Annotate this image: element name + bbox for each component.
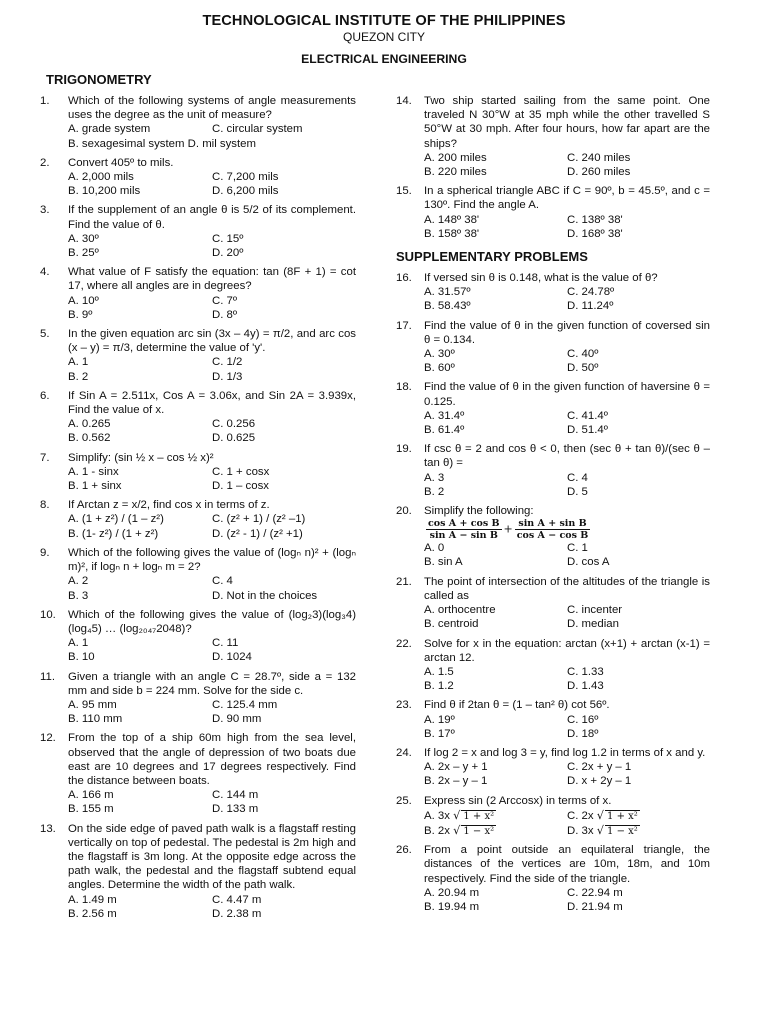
fraction-2-denominator: cos A − cos B (516, 530, 589, 542)
answer-choice: B. centroid (424, 618, 479, 631)
question-text (424, 794, 710, 808)
answer-choice-prefix: D. 3x (567, 824, 597, 837)
question-item (396, 271, 710, 314)
answer-choice: C. (z² + 1) / (z² –1) (212, 513, 306, 526)
question-stem: From a point outside an equilateral triangle, the distances of the vertices are 10m, 18m, and 10m respectively. Find the side of the triangle. (424, 844, 710, 885)
answer-choice: C. incenter (567, 604, 623, 617)
answer-choice: B. 60º (424, 362, 455, 375)
question-item (40, 670, 356, 727)
answer-choice: D. 6,200 mils (212, 185, 279, 198)
fraction-1 (426, 518, 502, 541)
section-heading-supplementary: SUPPLEMENTARY PROBLEMS (396, 249, 588, 265)
answer-choice: D. 90 mm (212, 713, 262, 726)
answer-choice: C. 11 (212, 637, 239, 650)
answer-choice: C. 41.4º (567, 409, 608, 422)
question-item (40, 822, 356, 921)
answer-choices (68, 465, 356, 493)
answer-choice: A. grade system (68, 123, 151, 136)
answer-choice: B. 17º (424, 727, 455, 740)
answer-choice: D. 21.94 m (567, 900, 623, 913)
question-item (396, 319, 710, 376)
answer-choice (567, 823, 710, 838)
question-number: 13. (40, 822, 56, 835)
question-stem: Express sin (2 Arccosx) in terms of x. (424, 794, 612, 807)
question-number: 4. (40, 266, 50, 279)
question-stem: Solve for x in the equation: arctan (x+1) + arctan (x-1) = arctan 12. (424, 637, 710, 664)
question-text (68, 670, 356, 698)
answer-choice-prefix: C. 2x (567, 809, 597, 822)
question-number: 24. (396, 746, 412, 759)
answer-choice: A. 166 m (68, 789, 114, 802)
question-number: 19. (396, 443, 412, 456)
answer-choice: A. 200 miles (424, 151, 487, 164)
question-number: 8. (40, 499, 50, 512)
question-number: 7. (40, 451, 50, 464)
answer-choice: B. 2.56 m (68, 907, 117, 920)
answer-choice: B. 1 + sinx (68, 480, 122, 493)
answer-choice: B. sin A (424, 556, 463, 569)
answer-choice: B. 2 (424, 485, 445, 498)
question-number: 6. (40, 389, 50, 402)
question-text (68, 608, 356, 636)
question-stem: Simplify the following: (424, 505, 534, 518)
question-number: 26. (396, 844, 412, 857)
question-number: 3. (40, 204, 50, 217)
fraction-2 (515, 518, 591, 541)
answer-choices (424, 471, 710, 499)
answer-choice: C. 4.47 m (212, 893, 262, 906)
radicand: 1 − x² (607, 825, 638, 837)
question-number: 15. (396, 185, 412, 198)
plus-sign: + (503, 522, 513, 536)
department-title: ELECTRICAL ENGINEERING (301, 52, 467, 66)
answer-choices (68, 417, 356, 445)
answer-choice: D. 133 m (212, 803, 259, 816)
question-number: 11. (40, 670, 55, 683)
radicand: 1 + x² (607, 810, 638, 822)
question-stem: If log 2 = x and log 3 = y, find log 1.2 in terms of x and y. (424, 746, 706, 759)
answer-choices (424, 541, 710, 569)
answer-choice: A. 31.4º (424, 409, 465, 422)
right-bottom-questions (396, 271, 710, 914)
institute-title: TECHNOLOGICAL INSTITUTE OF THE PHILIPPINES (202, 13, 566, 29)
question-stem: Find the value of θ in the given function of coversed sin θ = 0.134. (424, 319, 710, 346)
question-item (40, 451, 356, 494)
answer-choices (68, 893, 356, 921)
question-item (40, 265, 356, 322)
radical-sign: √ (596, 822, 605, 837)
fraction-1-numerator: cos A + cos B (428, 518, 500, 530)
answer-choice: B. 110 mm (68, 713, 123, 726)
question-text (68, 546, 356, 574)
answer-choice: D. 0.625 (212, 432, 256, 445)
answer-choice: B. 1.2 (424, 680, 454, 693)
answer-choice (567, 808, 710, 823)
answer-choices (424, 285, 710, 313)
question-number: 12. (40, 732, 56, 745)
question-text (424, 637, 710, 665)
answer-choices (424, 213, 710, 241)
right-top-questions (396, 94, 710, 241)
question-item (396, 184, 710, 241)
answer-choice: A. 2 (68, 575, 89, 588)
question-text (424, 271, 710, 285)
question-item (396, 575, 710, 632)
radicand: 1 − x² (463, 825, 495, 837)
question-text (68, 327, 356, 355)
question-item (40, 94, 356, 151)
radical-sign: √ (596, 807, 605, 822)
answer-choice: D. 260 miles (567, 166, 631, 179)
question-stem: Simplify: (sin ½ x – cos ½ x)² (68, 451, 214, 464)
question-stem: Which of the following gives the value of (log₂3)(log₃4) (log₄5) … (log₂₀₄₇2048)? (68, 608, 356, 635)
answer-choice: D. 20º (212, 247, 244, 260)
answer-choice: A. 148º 38' (424, 213, 480, 226)
answer-choice (424, 823, 567, 838)
answer-choice: D. 1/3 (212, 370, 243, 383)
question-text (68, 822, 356, 893)
question-item (396, 380, 710, 437)
answer-choice: D. Not in the choices (212, 589, 318, 602)
answer-choice: B. (1- z²) / (1 + z²) (68, 527, 159, 540)
answer-choice: B. 155 m (68, 803, 114, 816)
answer-choices (424, 409, 710, 437)
answer-choice: B. sexagesimal system D. mil system (68, 137, 256, 150)
answer-choice-prefix: A. 3x (424, 809, 454, 822)
answer-choice: C. 1/2 (212, 356, 243, 369)
answer-choice: A. 1 - sinx (68, 465, 119, 478)
answer-choice: B. 2x – y – 1 (424, 775, 488, 788)
question-text (68, 265, 356, 293)
question-text (68, 94, 356, 122)
question-text (68, 451, 356, 465)
answer-choice: D. 1024 (212, 651, 252, 664)
answer-choice: A. 2x – y + 1 (424, 761, 488, 774)
answer-choice: A. 95 mm (68, 698, 117, 711)
answer-choice: A. 3 (424, 471, 445, 484)
answer-choices (68, 788, 356, 816)
answer-choice: B. 0.562 (68, 432, 111, 445)
radical-sign: √ (453, 807, 461, 822)
answer-choice: C. 240 miles (567, 151, 631, 164)
answer-choice: C. 0.256 (212, 418, 256, 431)
answer-choice: B. 2 (68, 370, 89, 383)
question-stem: What value of F satisfy the equation: tan (8F + 1) = cot 17, where all angles are in degrees? (68, 266, 356, 293)
answer-choice: B. 3 (68, 589, 89, 602)
question-stem: If Sin A = 2.511x, Cos A = 3.06x, and Sin 2A = 3.939x, Find the value of x. (68, 389, 356, 417)
question-text (424, 746, 710, 760)
question-stem: Find θ if 2tan θ = (1 – tan² θ) cot 56º. (424, 699, 610, 712)
question-item (396, 94, 710, 179)
question-stem: In a spherical triangle ABC if C = 90º, b = 45.5º, and c = 130º. Find the angle A. (424, 185, 710, 212)
question-number: 16. (396, 272, 412, 285)
answer-choice: C. 40º (567, 348, 599, 361)
fraction-2-numerator: sin A + sin B (515, 518, 591, 530)
question-item (396, 843, 710, 914)
question-item (40, 389, 356, 446)
question-item (396, 698, 710, 741)
answer-choice: D. 18º (567, 727, 599, 740)
answer-choice: C. 15º (212, 232, 244, 245)
question-stem: On the side edge of paved path walk is a flagstaff resting vertically on top of pedestal. The pedestal is 2m high and the flagstaff is 3m long. At the opposite edge across the path walk, the pedestal and the flagstaff subtend equal angles. Determine the width of the path walk. (68, 822, 356, 892)
question-stem: Which of the following systems of angle measurements uses the degree as the unit of measure? (68, 95, 356, 122)
answer-choice: C. 2x + y – 1 (567, 761, 632, 774)
answer-choices (424, 760, 710, 788)
answer-choices (424, 347, 710, 375)
question-text (68, 203, 356, 231)
answer-choice: A. 1 (68, 356, 89, 369)
answer-choices (68, 574, 356, 602)
answer-choice: C. 1 + cosx (212, 465, 270, 478)
question-text (424, 380, 710, 408)
answer-choice: A. 30º (68, 232, 99, 245)
answer-choice: C. 4 (567, 471, 588, 484)
left-column (40, 72, 356, 926)
answer-choice: A. 31.57º (424, 286, 471, 299)
answer-choice: A. (1 + z²) / (1 – z²) (68, 513, 164, 526)
question-number: 9. (40, 546, 50, 559)
answer-choice: C. 144 m (212, 789, 259, 802)
question-stem: If the supplement of an angle θ is 5/2 of its complement. Find the value of θ. (68, 204, 356, 231)
radicand: 1 + x² (463, 810, 495, 822)
answer-choices (68, 122, 356, 150)
question-text (424, 442, 710, 470)
question-text (68, 389, 356, 417)
answer-choices (424, 713, 710, 741)
answer-choice: C. 1.33 (567, 665, 604, 678)
question-item (40, 498, 356, 541)
answer-choice: C. 4 (212, 575, 233, 588)
question-item (396, 746, 710, 789)
answer-choices (68, 355, 356, 383)
city-subtitle: QUEZON CITY (342, 30, 425, 44)
question-item (396, 794, 710, 839)
section-heading-trigonometry: TRIGONOMETRY (46, 72, 152, 87)
question-item (40, 608, 356, 665)
question-item (40, 327, 356, 384)
answer-choice: A. 1 (68, 637, 89, 650)
answer-choice: D. 8º (212, 308, 238, 321)
answer-choice: A. 1.49 m (68, 893, 117, 906)
answer-choice: D. median (567, 618, 619, 631)
answer-choice: C. 7º (212, 294, 238, 307)
question-stem: Two ship started sailing from the same point. One traveled N 30°W at 35 mph while the other travelled S 50°W at 30 mph. After four hours, how far apart are the ships? (424, 95, 710, 150)
question-stem: The point of intersection of the altitudes of the triangle is called as (424, 575, 710, 602)
answer-choice: B. 10 (68, 651, 95, 664)
answer-choices (424, 603, 710, 631)
answer-choices (424, 151, 710, 179)
answer-choice: B. 158º 38' (424, 227, 480, 240)
question-stem: From the top of a ship 60m high from the sea level, observed that the angle of depression of two boats due east are 10 degrees and 17 degrees respectively. Find the distance between boats. (68, 732, 356, 787)
answer-choice-prefix: B. 2x (424, 824, 454, 837)
answer-choice: D. 1 – cosx (212, 480, 269, 493)
question-text (424, 319, 710, 347)
answer-choices (68, 294, 356, 322)
answer-choice: C. 22.94 m (567, 886, 623, 899)
answer-choices (68, 232, 356, 260)
answer-choice: B. 19.94 m (424, 900, 480, 913)
answer-choice (424, 808, 567, 823)
answer-choice: A. 30º (424, 348, 455, 361)
fraction-expression (424, 518, 710, 541)
answer-choice: B. 61.4º (424, 424, 465, 437)
answer-choices (424, 665, 710, 693)
question-text (68, 498, 356, 512)
question-number: 10. (40, 608, 56, 621)
answer-choices (68, 512, 356, 540)
answer-choice: D. (z² - 1) / (z² +1) (212, 527, 303, 540)
question-item (40, 731, 356, 816)
question-number: 25. (396, 794, 412, 807)
header (0, 12, 768, 67)
answer-choice: B. 25º (68, 247, 99, 260)
question-number: 14. (396, 95, 412, 107)
answer-choice: D. 1.43 (567, 680, 604, 693)
question-stem: If versed sin θ is 0.148, what is the value of θ? (424, 272, 658, 285)
question-text (424, 504, 710, 518)
answer-choice: B. 220 miles (424, 166, 487, 179)
answer-choice: C. circular system (212, 123, 303, 136)
answer-choice: C. 16º (567, 713, 599, 726)
question-text (424, 184, 710, 212)
question-number: 22. (396, 637, 412, 650)
right-column (396, 94, 710, 919)
question-text (68, 731, 356, 788)
question-stem: Given a triangle with an angle C = 28.7º, side a = 132 mm and side b = 224 mm. Solve for the side c. (68, 670, 356, 697)
question-stem: Convert 405º to mils. (68, 156, 174, 169)
answer-choices (68, 170, 356, 198)
question-stem: If csc θ = 2 and cos θ < 0, then (sec θ + tan θ)/(sec θ – tan θ) = (424, 443, 710, 470)
answer-choices (68, 636, 356, 664)
answer-choice: D. 5 (567, 485, 588, 498)
question-stem: In the given equation arc sin (3x – 4y) = π/2, and arc cos (x – y) = π/3, determine the value of 'y'. (68, 328, 356, 355)
question-text (68, 156, 356, 170)
question-item (40, 203, 356, 260)
question-item (40, 546, 356, 603)
question-item (396, 504, 710, 570)
answer-choice: D. 168º 38' (567, 227, 623, 240)
answer-choice: A. 10º (68, 294, 99, 307)
question-number: 23. (396, 699, 412, 712)
answer-choice: A. 0 (424, 542, 445, 555)
answer-choice: B. 9º (68, 308, 93, 321)
question-text (424, 94, 710, 151)
answer-choice: A. 1.5 (424, 665, 454, 678)
answer-choice: D. 50º (567, 362, 599, 375)
answer-choice: B. 58.43º (424, 300, 471, 313)
question-number: 1. (40, 95, 50, 107)
answer-choice: C. 138º 38' (567, 213, 623, 226)
answer-choices (68, 698, 356, 726)
question-item (396, 637, 710, 694)
question-number: 18. (396, 381, 412, 394)
question-text (424, 698, 710, 712)
question-stem: Find the value of θ in the given function of haversine θ = 0.125. (424, 381, 710, 408)
answer-choice: C. 24.78º (567, 286, 615, 299)
answer-choice: A. 19º (424, 713, 455, 726)
answer-choice: A. 20.94 m (424, 886, 480, 899)
answer-choice: D. 2.38 m (212, 907, 262, 920)
question-text (424, 575, 710, 603)
question-number: 21. (396, 575, 412, 588)
answer-choice: D. 11.24º (567, 300, 614, 313)
answer-choice: A. 0.265 (68, 418, 111, 431)
answer-choice: D. cos A (567, 556, 610, 569)
answer-choice: C. 1 (567, 542, 588, 555)
question-stem: If Arctan z = x/2, find cos x in terms of z. (68, 499, 270, 512)
question-item (40, 156, 356, 199)
question-number: 5. (40, 328, 50, 341)
answer-choice: C. 125.4 mm (212, 698, 278, 711)
question-number: 17. (396, 319, 412, 332)
fraction-1-denominator: sin A − sin B (429, 530, 498, 542)
radical-sign: √ (453, 822, 461, 837)
answer-choice: D. 51.4º (567, 424, 608, 437)
answer-choice: A. 2,000 mils (68, 171, 134, 184)
answer-choices (424, 886, 710, 914)
question-stem: Which of the following gives the value of (logₙ n)² + (logₙ m)², if logₙ n + logₙ m = 2? (68, 546, 356, 574)
answer-choices (424, 808, 710, 838)
answer-choice: B. 10,200 mils (68, 185, 141, 198)
question-item (396, 442, 710, 499)
answer-choice: D. x + 2y – 1 (567, 775, 632, 788)
question-text (424, 843, 710, 886)
answer-choice: A. orthocentre (424, 604, 496, 617)
question-number: 2. (40, 156, 50, 169)
answer-choice: C. 7,200 mils (212, 171, 279, 184)
question-number: 20. (396, 505, 412, 518)
